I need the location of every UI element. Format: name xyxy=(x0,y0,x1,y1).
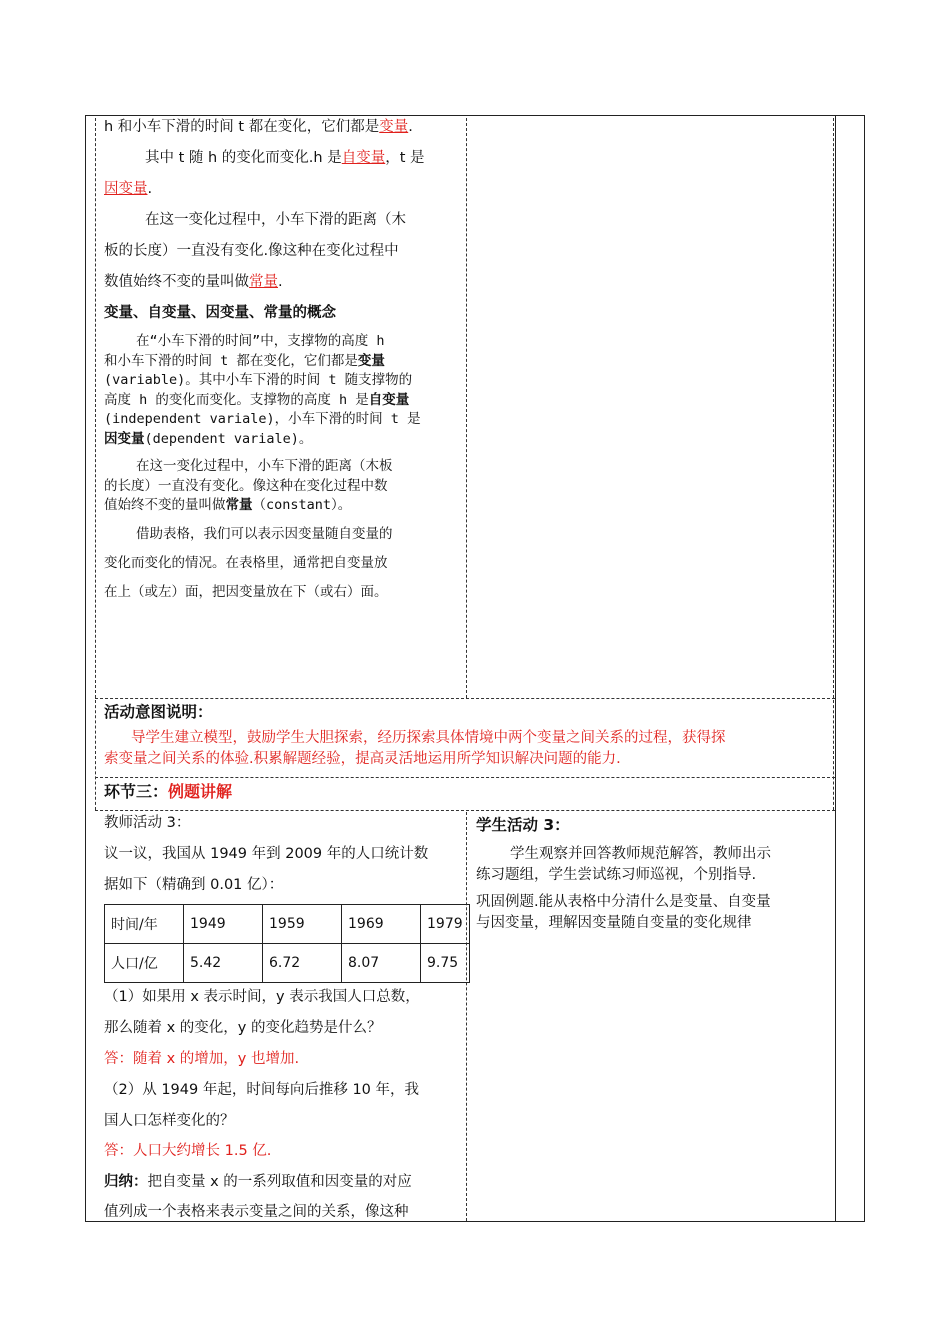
summary-line-1-text: 把自变量 x 的一系列取值和因变量的对应 xyxy=(147,1174,412,1190)
student-line-4: 与因变量，理解因变量随自变量的变化规律 xyxy=(476,915,752,931)
def-line-6-text: (dependent variale)。 xyxy=(144,430,313,447)
constant-para-line-3: 数值始终不变的量叫做常量. xyxy=(104,274,283,290)
population-table xyxy=(104,904,470,983)
def-bold-variable: 变量 xyxy=(357,352,385,369)
inner-left-dash-2 xyxy=(95,700,96,810)
def-line-3: (variable)。其中小车下滑的时间 t 随支撑物的 xyxy=(104,372,413,388)
student-line-3: 巩固例题.能从表格中分清什么是变量、自变量 xyxy=(476,894,771,910)
table-header-cell: 1979 xyxy=(421,905,470,944)
def-line-4-text: 高度 h 的变化而变化。支撑物的高度 h 是 xyxy=(104,391,369,408)
const-line-2: 的长度）一直没有变化。像这种在变化过程中数 xyxy=(104,477,388,494)
table-row xyxy=(105,905,470,944)
term-dependent: 因变量 xyxy=(104,181,148,197)
table-cell: 人口/亿 xyxy=(105,944,184,983)
intent-line-2: 索变量之间关系的体验.积累解题经验，提高灵活地运用所学知识解决问题的能力. xyxy=(104,751,621,767)
constant-para-line-3-text: 数值始终不变的量叫做 xyxy=(104,274,249,290)
const-tail: （constant）。 xyxy=(252,497,352,513)
term-constant: 常量 xyxy=(249,274,278,290)
table-cell: 8.07 xyxy=(342,944,421,983)
student-line-1: 学生观察并回答教师规范解答，教师出示 xyxy=(510,846,771,862)
const-line-3 xyxy=(104,496,460,516)
question1-line-1: （1）如果用 x 表示时间，y 表示我国人口总数， xyxy=(104,989,420,1005)
section3-title: 例题讲解 xyxy=(168,782,233,801)
def-line-6 xyxy=(104,430,460,450)
inner-right-dash xyxy=(833,118,834,698)
summary-line-1 xyxy=(104,1167,412,1197)
table-header-cell: 1969 xyxy=(342,905,421,944)
intent-title: 活动意图说明： xyxy=(104,703,213,721)
constant-definition-paragraph xyxy=(104,457,460,516)
student-line-2: 练习题组，学生尝试练习师巡视，个别指导. xyxy=(476,867,757,883)
def-bold-independent: 自变量 xyxy=(368,391,410,408)
question2-line-1: （2）从 1949 年起，时间每向后推移 10 年，我 xyxy=(104,1082,420,1098)
def-line-2 xyxy=(104,352,460,372)
student-title: 学生活动 3： xyxy=(476,816,570,834)
const-line-1: 在这一变化过程中，小车下滑的距离（木板 xyxy=(136,458,393,474)
table-row xyxy=(105,944,470,983)
section3-heading xyxy=(104,777,232,807)
table-line-2: 变化而变化的情况。在表格里，通常把自变量放 xyxy=(104,555,388,571)
constant-para-line-1: 在这一变化过程中，小车下滑的距离（木 xyxy=(145,212,406,228)
teacher-intro-2: 据如下（精确到 0.01 亿）： xyxy=(104,877,284,893)
answer2: 答：人口大约增长 1.5 亿. xyxy=(104,1143,272,1159)
independent-line-tail: ，t 是 xyxy=(385,150,425,166)
def-line-4 xyxy=(104,391,460,411)
definition-paragraph xyxy=(104,332,460,449)
teacher-title: 教师活动 3： xyxy=(104,815,191,831)
const-line-3-text: 值始终不变的量叫做 xyxy=(104,497,226,513)
inner-left-dash xyxy=(95,118,96,698)
term-variable: 变量 xyxy=(379,119,409,135)
table-line-3: 在上（或左）面，把因变量放在下（或右）面。 xyxy=(104,584,388,600)
inner-right-dash-2 xyxy=(833,700,834,810)
concept-heading: 变量、自变量、因变量、常量的概念 xyxy=(104,305,336,321)
variable-line-text: h 和小车下滑的时间 t 都在变化，它们都是 xyxy=(104,119,380,135)
table-header-cell: 时间/年 xyxy=(105,905,184,944)
table-cell: 6.72 xyxy=(263,944,342,983)
middle-divider-bottom xyxy=(466,812,467,1221)
frame-left-border xyxy=(85,115,86,1222)
row-separator-3 xyxy=(95,810,835,811)
teacher-intro-1: 议一议，我国从 1949 年到 2009 年的人口统计数 xyxy=(104,846,429,862)
summary-line-2: 值列成一个表格来表示变量之间的关系，像这种 xyxy=(104,1204,409,1220)
def-line-1: 在“小车下滑的时间”中，支撑物的高度 h xyxy=(136,333,385,349)
frame-right-border xyxy=(864,115,865,1222)
def-line-2-text: 和小车下滑的时间 t 都在变化，它们都是 xyxy=(104,352,358,369)
variable-line: h 和小车下滑的时间 t 都在变化，它们都是变量. xyxy=(104,119,413,135)
table-header-cell: 1949 xyxy=(184,905,263,944)
def-bold-dependent: 因变量 xyxy=(104,430,145,447)
table-cell: 9.75 xyxy=(421,944,470,983)
middle-divider-top xyxy=(466,118,467,698)
independent-line-text: 其中 t 随 h 的变化而变化.h 是 xyxy=(145,150,342,166)
summary-label: 归纳： xyxy=(104,1174,148,1190)
answer1: 答：随着 x 的增加，y 也增加. xyxy=(104,1051,300,1067)
intent-line-1: 导学生建立模型，鼓励学生大胆探索，经历探索具体情境中两个变量之间关系的过程，获得探 xyxy=(131,730,726,746)
question2-line-2: 国人口怎样变化的？ xyxy=(104,1113,235,1129)
def-line-5: (independent variale)，小车下滑的时间 t 是 xyxy=(104,411,421,427)
right-column-divider xyxy=(835,115,836,1222)
table-cell: 5.42 xyxy=(184,944,263,983)
table-usage-paragraph xyxy=(104,520,462,607)
constant-para-line-2: 板的长度）一直没有变化.像这种在变化过程中 xyxy=(104,243,399,259)
term-independent: 自变量 xyxy=(341,150,386,166)
section3-label: 环节三： xyxy=(104,782,169,801)
table-line-1: 借助表格，我们可以表示因变量随自变量的 xyxy=(136,526,393,542)
dependent-line: 因变量. xyxy=(104,181,153,197)
question1-line-2: 那么随着 x 的变化，y 的变化趋势是什么？ xyxy=(104,1020,382,1036)
const-bold: 常量 xyxy=(225,497,253,513)
table-header-cell: 1959 xyxy=(263,905,342,944)
independent-line xyxy=(145,143,425,173)
